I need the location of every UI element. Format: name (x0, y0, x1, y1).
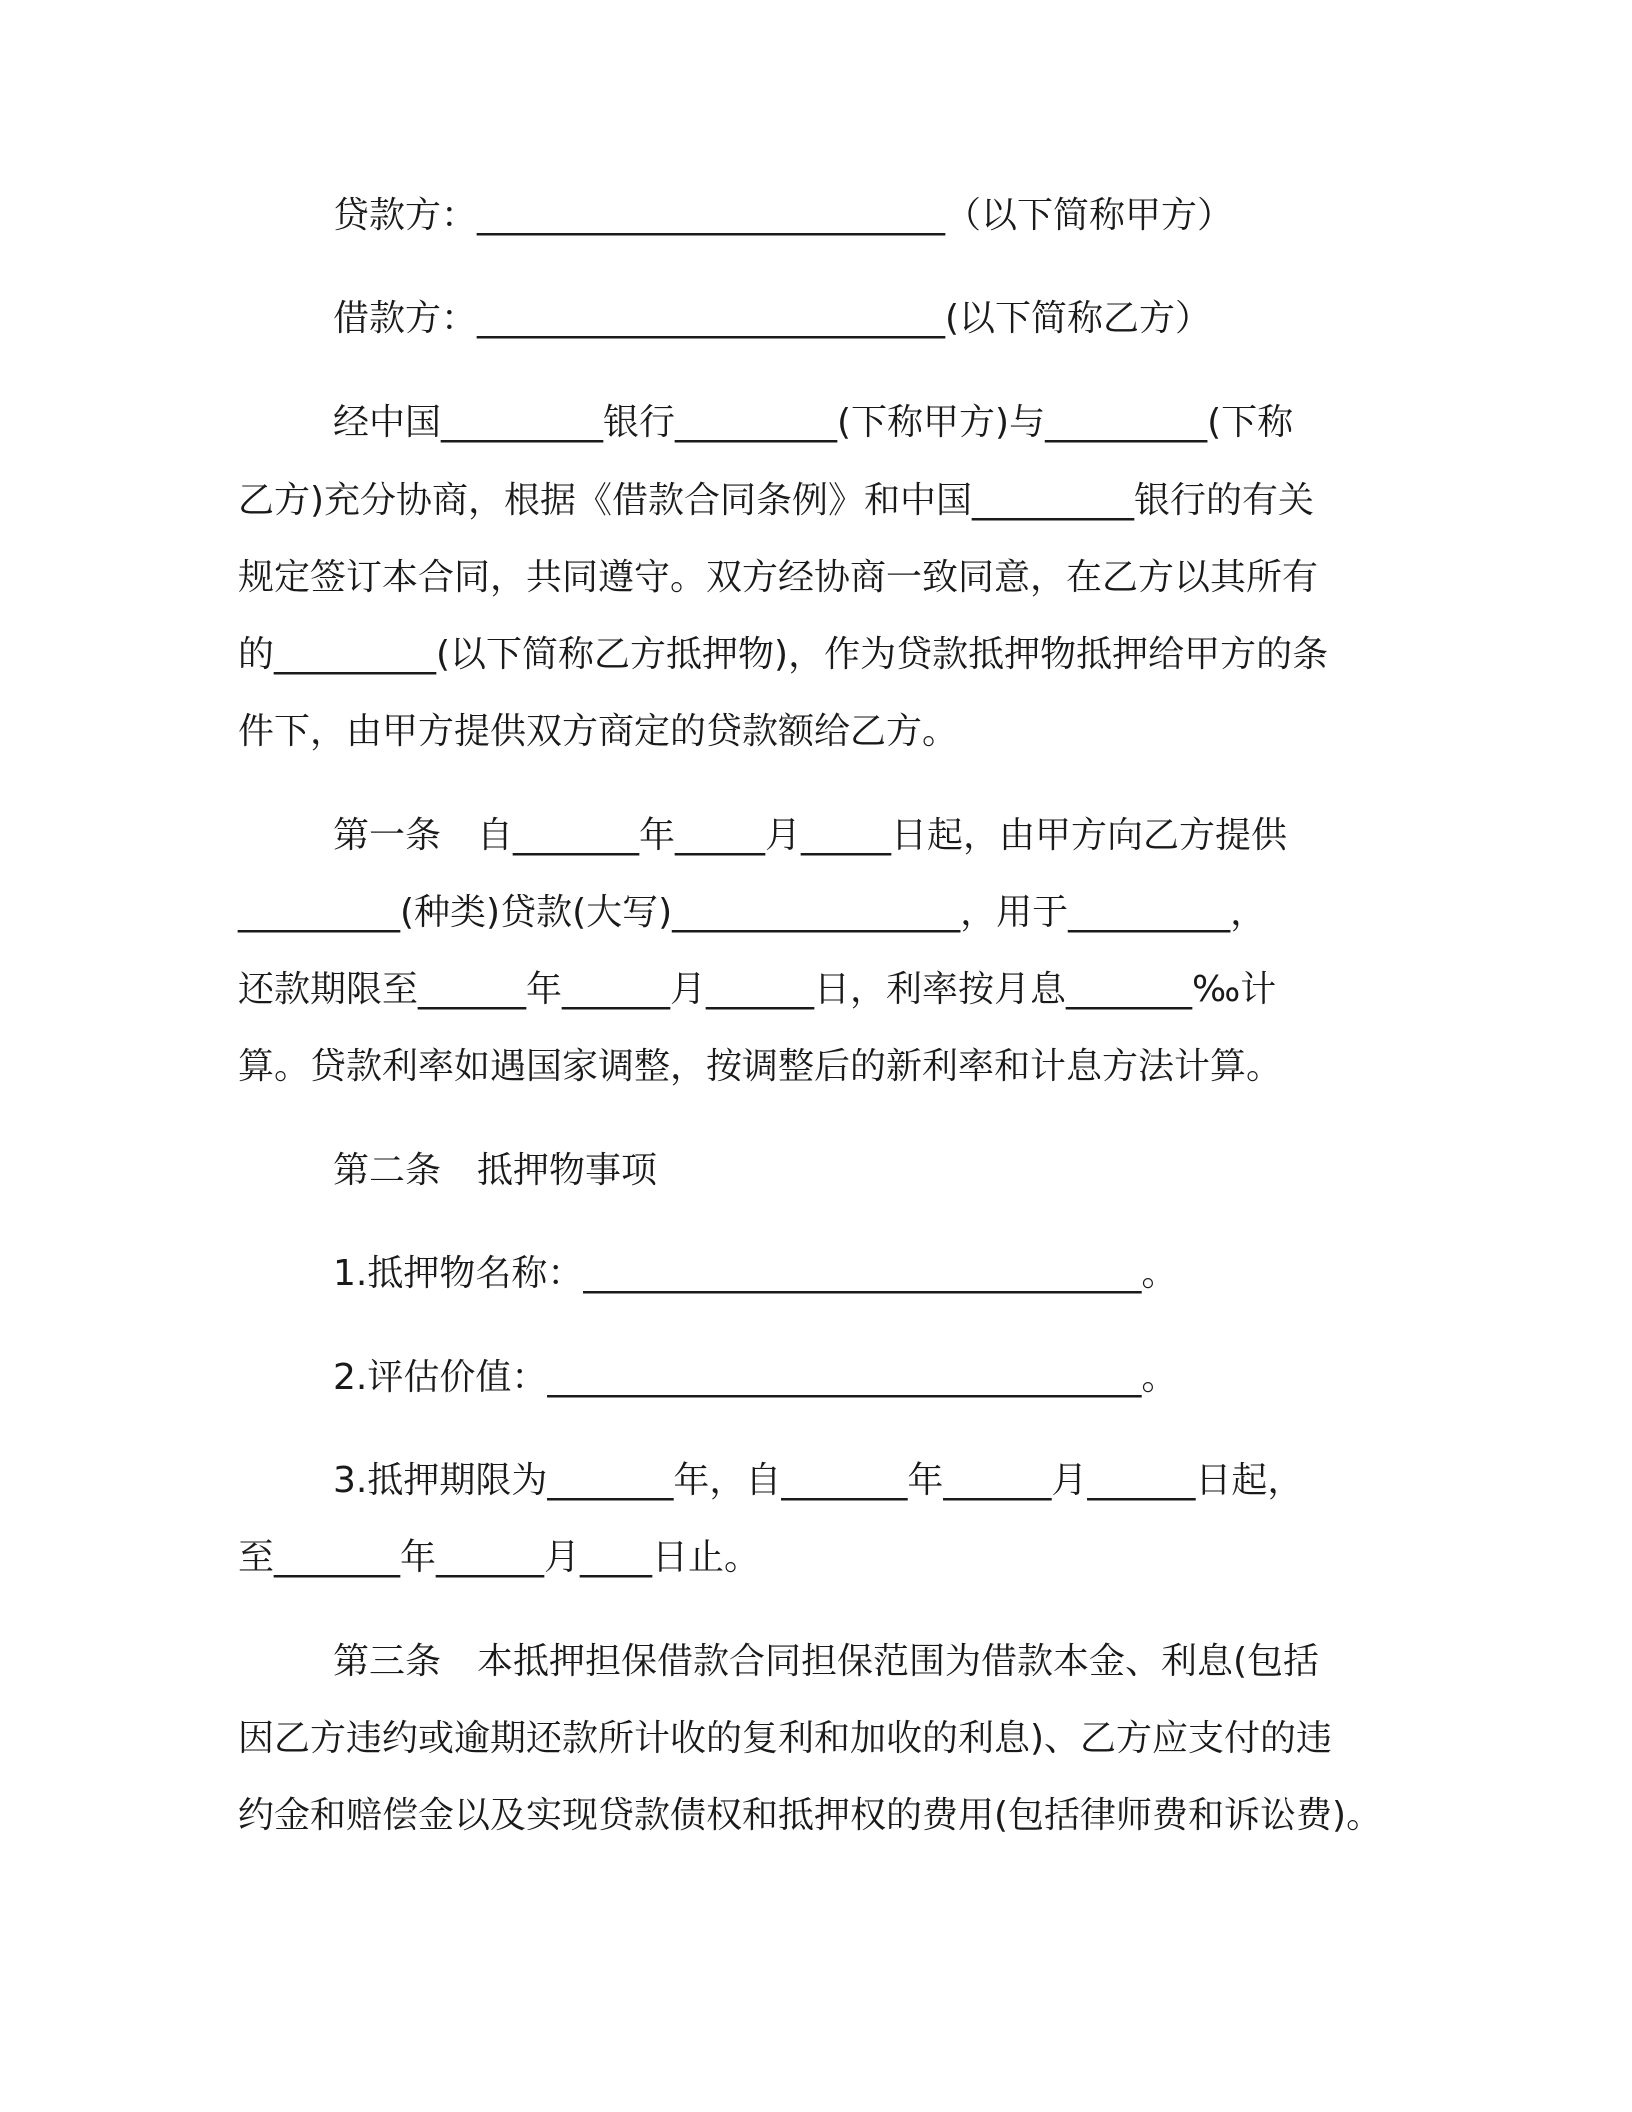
lender-line: 贷款方：__________________________（以下简称甲方） (333, 195, 1234, 236)
borrower-line: 借款方：__________________________(以下简称乙方） (333, 298, 1212, 339)
article-2-item-1: 1.抵押物名称：_______________________________。 (333, 1253, 1178, 1294)
article-1-line-1: 第一条 自_______年_____月_____日起，由甲方向乙方提供 (333, 815, 1288, 856)
article-2-item-2: 2.评估价值：_________________________________。 (333, 1357, 1178, 1398)
article-1-line-2: _________(种类)贷款(大写)________________，用于_________， (238, 892, 1267, 933)
preamble-line-4: 的_________(以下简称乙方抵押物)，作为贷款抵押物抵押给甲方的条 (238, 634, 1329, 675)
article-2-item-3-line-2: 至_______年______月____日止。 (238, 1537, 761, 1578)
preamble-line-5: 件下，由甲方提供双方商定的贷款额给乙方。 (238, 711, 959, 752)
preamble-line-1: 经中国_________银行_________(下称甲方)与_________(下称 (333, 402, 1294, 443)
article-3-line-2: 因乙方违约或逾期还款所计收的复利和加收的利息)、乙方应支付的违 (238, 1718, 1333, 1759)
article-2-item-3-line-1: 3.抵押期限为_______年，自_______年______月______日起， (333, 1460, 1304, 1501)
article-2-heading: 第二条 抵押物事项 (333, 1150, 658, 1191)
preamble-line-2: 乙方)充分协商，根据《借款合同条例》和中国_________银行的有关 (238, 480, 1315, 521)
article-3-line-1: 第三条 本抵押担保借款合同担保范围为借款本金、利息(包括 (333, 1641, 1320, 1682)
article-1-line-4: 算。贷款利率如遇国家调整，按调整后的新利率和计息方法计算。 (238, 1046, 1283, 1087)
article-3-line-3: 约金和赔偿金以及实现贷款债权和抵押权的费用(包括律师费和诉讼费)。 (238, 1795, 1383, 1836)
preamble-line-3: 规定签订本合同，共同遵守。双方经协商一致同意，在乙方以其所有 (238, 557, 1319, 598)
article-1-line-3: 还款期限至______年______月______日，利率按月息_______‰计 (238, 969, 1277, 1010)
